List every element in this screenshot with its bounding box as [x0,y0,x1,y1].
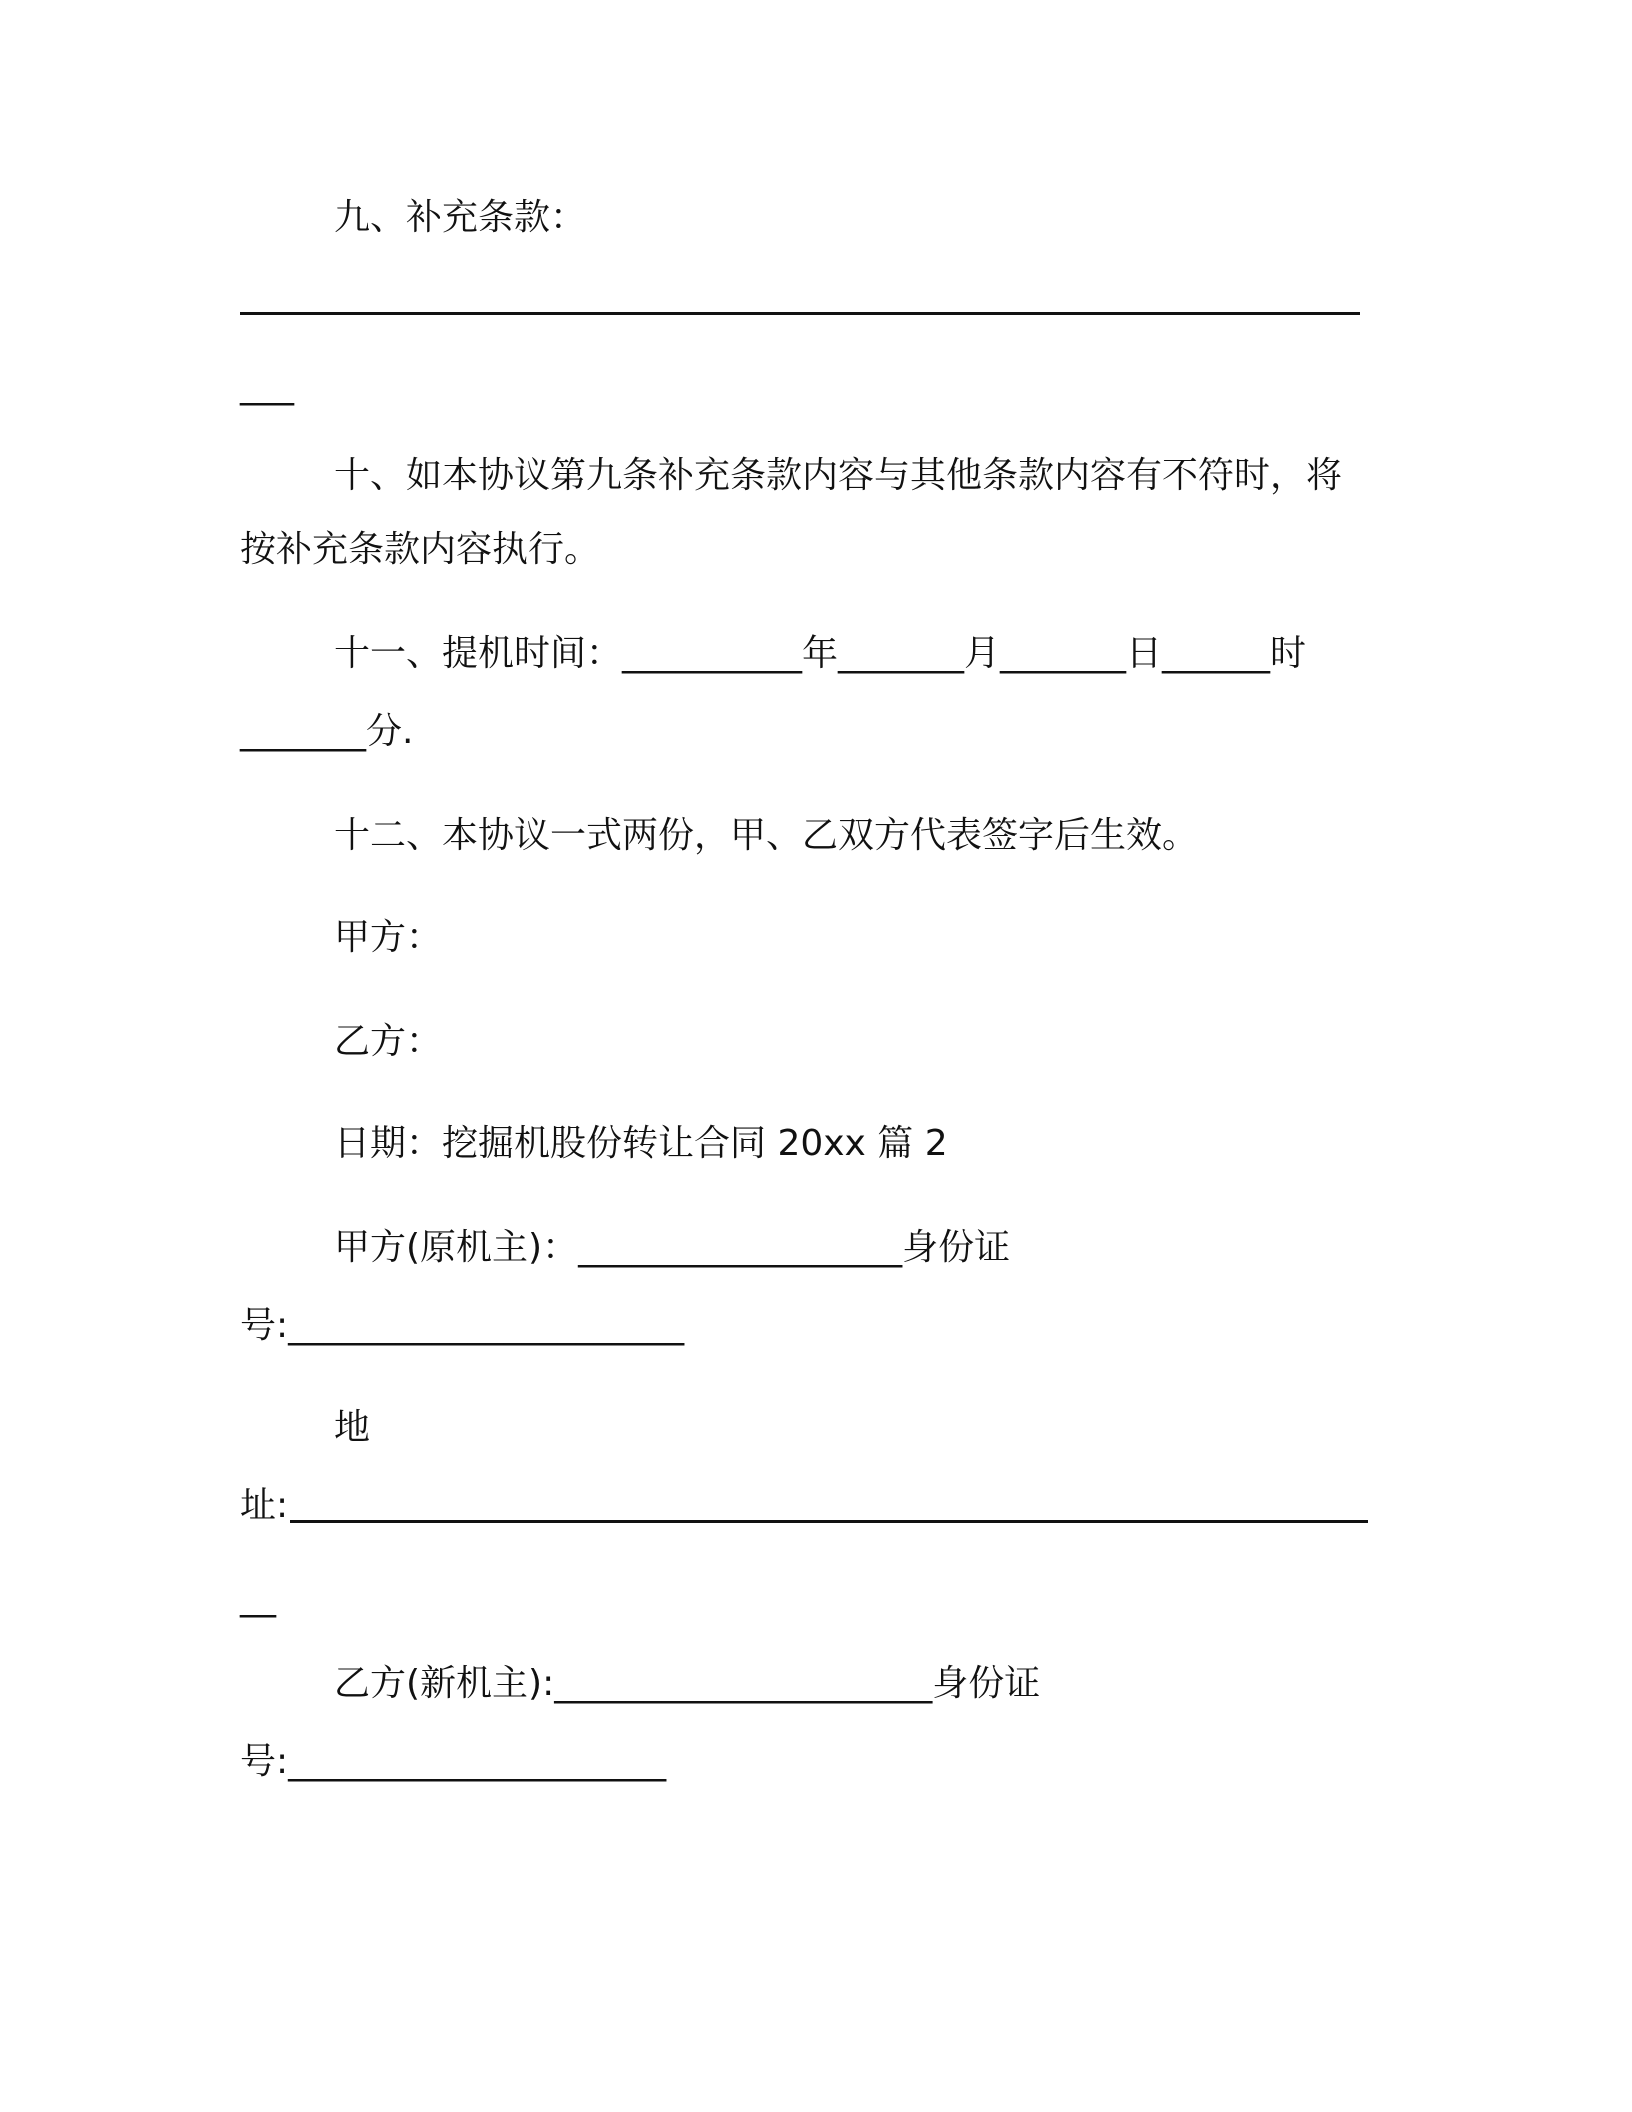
clause-11-line-2: _______分. [240,711,414,752]
clause-9-blank-end: ___ [240,365,294,406]
date-and-title-line: 日期：挖掘机股份转让合同 20xx 篇 2 [334,1123,948,1164]
contract2-party-a-line-2: 号:______________________ [240,1305,685,1346]
contract2-party-b-line-1: 乙方(新机主):_____________________身份证 [334,1663,1041,1704]
clause-9-blank-line [240,312,1360,315]
clause-12-line-1: 十二、本协议一式两份，甲、乙双方代表签字后生效。 [334,815,1199,856]
contract2-address-blank-line [290,1520,1368,1523]
clause-10-line-1: 十、如本协议第九条补充条款内容与其他条款内容有不符时，将 [334,455,1343,496]
contract2-address-label-1: 地 [334,1407,371,1448]
contract2-address-blank-end: __ [240,1577,276,1618]
contract2-party-a-line-1: 甲方(原机主)：__________________身份证 [334,1227,1011,1268]
clause-10-line-2: 按补充条款内容执行。 [240,529,601,570]
clause-9-heading: 九、补充条款： [334,197,587,238]
party-a-signature-label: 甲方： [334,917,443,958]
clause-11-line-1: 十一、提机时间：__________年_______月_______日______时 [334,633,1307,674]
contract2-address-label-2: 址: [240,1485,289,1526]
party-b-signature-label: 乙方： [334,1021,443,1062]
contract2-party-b-line-2: 号:_____________________ [240,1741,667,1782]
